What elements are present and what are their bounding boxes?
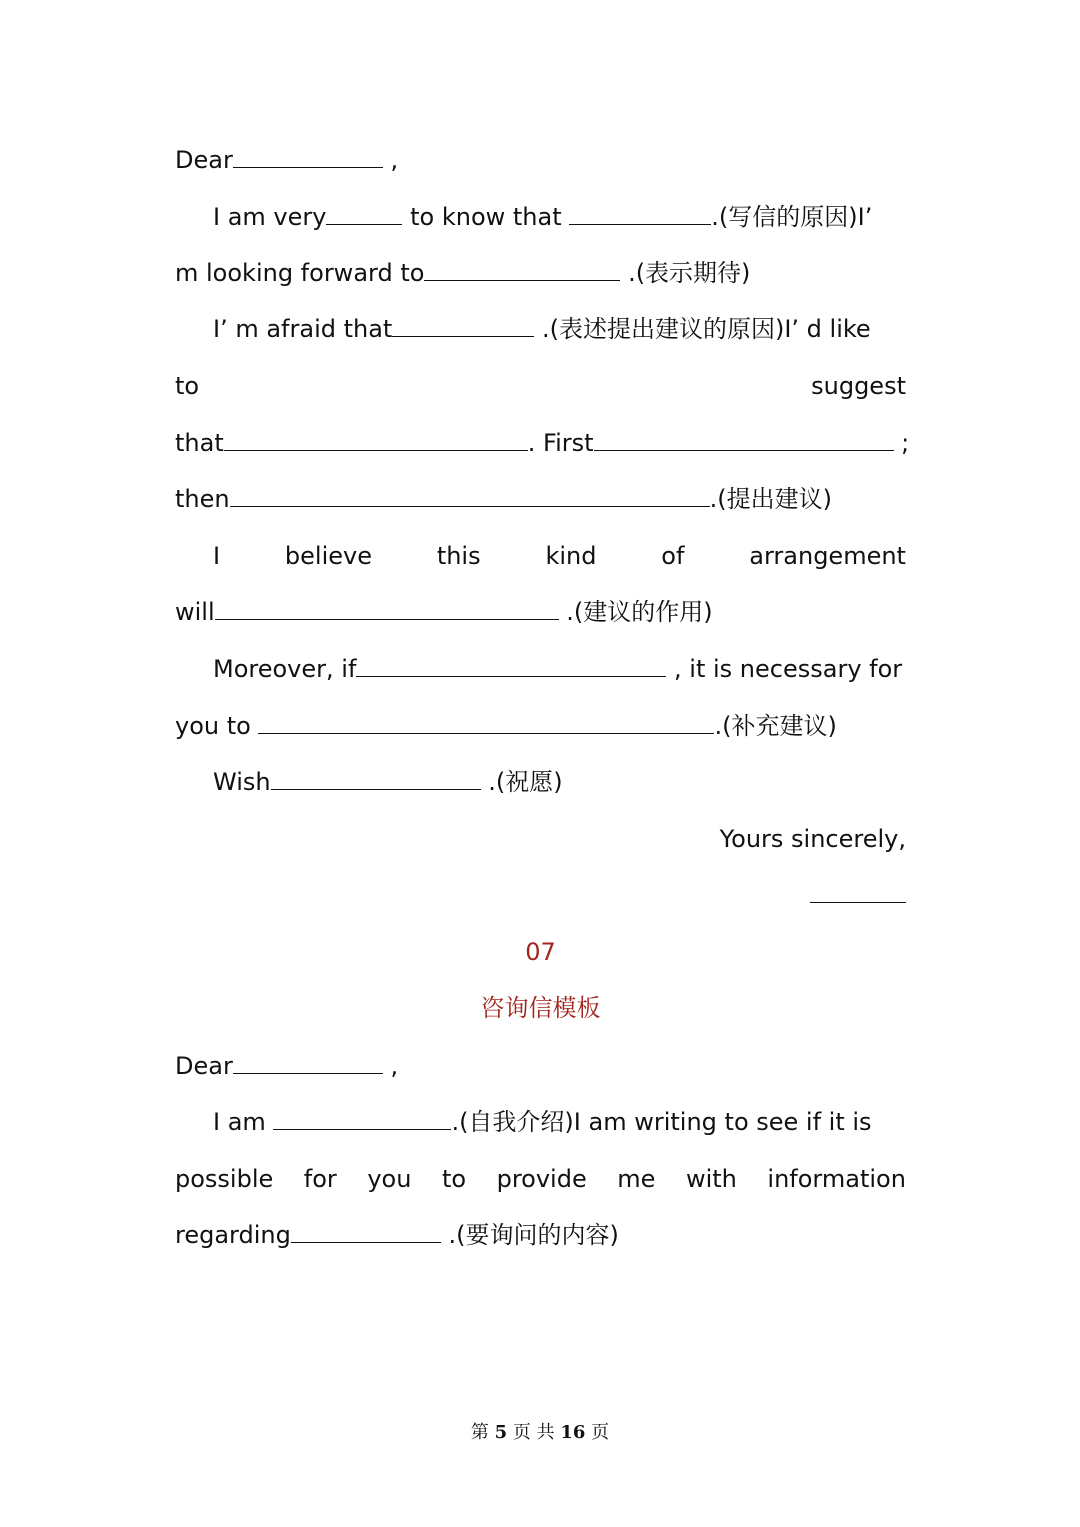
annotation-text: .(表述提出建议的原因)I’ d like [541,315,871,343]
annotation-text: .(表示期待) [628,259,751,287]
paragraph-line [175,1162,906,1196]
word: of [661,542,685,570]
text-segment: . First [527,429,594,457]
word: I [213,542,221,570]
blank [356,654,666,677]
word: information [767,1165,906,1193]
signature-line [175,878,906,912]
text-segment: , it is necessary for [674,655,903,683]
paragraph-line [175,256,906,290]
text-segment: I am [213,1108,266,1136]
footer-text: 页 [591,1422,610,1443]
dear-text: Dear [175,1052,233,1080]
text-segment: Wish [213,768,271,796]
word: me [617,1165,656,1193]
paragraph-line [175,765,906,799]
text-segment: m looking forward to [175,259,425,287]
text-segment: to know that [410,203,562,231]
blank [271,767,481,790]
word: you [367,1165,412,1193]
blank [224,428,528,451]
word: possible [175,1165,274,1193]
footer-text: 页 共 [512,1422,555,1443]
annotation-text: .(提出建议) [709,485,832,513]
closing-line [175,822,906,856]
word: to [441,1165,467,1193]
text-segment: Moreover, if [213,655,357,683]
text-segment: you to [175,712,251,740]
annotation-text: .(祝愿) [488,768,563,796]
annotation-text: .(写信的原因)I’ [711,203,873,231]
word: provide [496,1165,587,1193]
blank [326,202,402,225]
annotation-text: .(自我介绍)I am writing to see if it is [451,1108,872,1136]
dear-text: Dear [175,146,233,174]
blank [273,1107,451,1130]
text-segment: I’ m afraid that [213,315,393,343]
comma-text: , [390,146,399,174]
blank [392,314,534,337]
closing-text: Yours sincerely, [719,825,906,853]
blank [594,428,894,451]
annotation-text: .(要询问的内容) [448,1221,619,1249]
blank [424,258,620,281]
text-segment: ; [901,429,910,457]
paragraph-line [175,539,906,573]
text-segment: that [175,429,224,457]
paragraph-line [175,312,906,346]
text-segment: to [175,372,200,400]
salutation-line [175,143,906,177]
current-page-number: 5 [494,1422,508,1443]
word: believe [284,542,372,570]
paragraph-line [175,1218,906,1252]
paragraph-line [175,200,906,234]
total-page-number: 16 [560,1422,586,1443]
word: kind [545,542,597,570]
name-blank [233,1051,383,1074]
blank [258,711,714,734]
blank [215,597,559,620]
paragraph-line [175,595,906,629]
paragraph-line [175,426,910,460]
text-segment: regarding [175,1221,291,1249]
name-blank [233,145,383,168]
text-segment: then [175,485,230,513]
annotation-text: .(建议的作用) [566,598,713,626]
annotation-text: .(补充建议) [714,712,837,740]
paragraph-line [175,709,906,743]
paragraph-line [175,369,906,403]
section-title: 咨询信模板 [480,994,601,1022]
paragraph-line [175,1105,906,1139]
blank [569,202,711,225]
paragraph-line [175,482,906,516]
salutation-line [175,1049,906,1083]
comma-text: , [390,1052,399,1080]
blank [230,484,710,507]
text-segment: I am very [213,203,327,231]
word: arrangement [749,542,906,570]
footer-text: 第 [470,1422,489,1443]
signature-blank [810,880,906,903]
word: with [685,1165,737,1193]
word: this [436,542,481,570]
text-segment: suggest [811,372,906,400]
section-number: 07 [525,938,556,966]
word: for [303,1165,337,1193]
text-segment: will [175,598,215,626]
blank [291,1220,441,1243]
paragraph-line [175,652,906,686]
page-footer [0,1418,1080,1444]
